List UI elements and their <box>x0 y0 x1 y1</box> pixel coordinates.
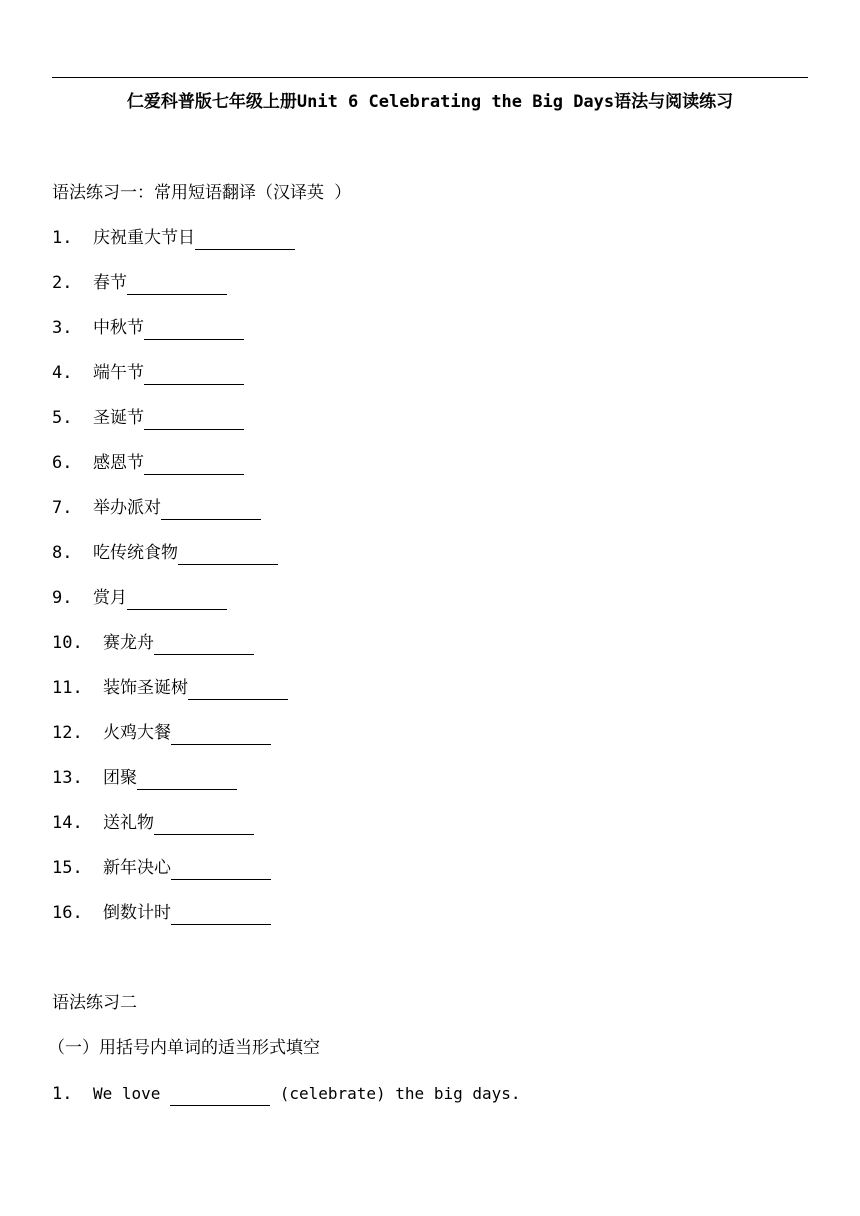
section1-heading: 语法练习一：常用短语翻译（汉译英 ） <box>52 183 352 203</box>
answer-blank[interactable] <box>144 411 244 430</box>
answer-blank[interactable] <box>171 726 271 745</box>
item-number: 13. <box>52 768 83 788</box>
answer-blank[interactable] <box>154 636 254 655</box>
item-number: 5. <box>52 408 73 428</box>
sentence-after: (celebrate) the big days. <box>270 1084 521 1103</box>
answer-blank[interactable] <box>144 456 244 475</box>
answer-blank[interactable] <box>127 591 227 610</box>
answer-blank[interactable] <box>161 501 261 520</box>
answer-blank[interactable] <box>144 321 244 340</box>
item-text: 圣诞节 <box>93 408 144 428</box>
item-text: 感恩节 <box>93 453 144 473</box>
item-text: 庆祝重大节日 <box>93 228 195 248</box>
list-item <box>52 316 244 340</box>
list-item <box>52 766 237 790</box>
item-text: 团聚 <box>103 768 137 788</box>
item-number: 14. <box>52 813 83 833</box>
item-number: 8. <box>52 543 73 563</box>
list-item <box>52 451 244 475</box>
item-number: 11. <box>52 678 83 698</box>
list-item <box>52 496 261 520</box>
answer-blank[interactable] <box>154 816 254 835</box>
list-item <box>52 721 271 745</box>
item-number: 10. <box>52 633 83 653</box>
header-rule <box>52 77 808 78</box>
item-text: 吃传统食物 <box>93 543 178 563</box>
document-title: 仁爱科普版七年级上册Unit 6 Celebrating the Big Days语法与阅读练习 <box>126 92 734 112</box>
item-number: 3. <box>52 318 73 338</box>
answer-blank[interactable] <box>188 681 288 700</box>
list-item <box>52 676 288 700</box>
list-item <box>52 901 271 925</box>
item-number: 4. <box>52 363 73 383</box>
item-text: 新年决心 <box>103 858 171 878</box>
answer-blank[interactable] <box>171 861 271 880</box>
item-text: 倒数计时 <box>103 903 171 923</box>
answer-blank[interactable] <box>178 546 278 565</box>
item-number: 12. <box>52 723 83 743</box>
answer-blank[interactable] <box>170 1087 270 1106</box>
item-number: 15. <box>52 858 83 878</box>
item-number: 6. <box>52 453 73 473</box>
answer-blank[interactable] <box>195 231 295 250</box>
item-text: 春节 <box>93 273 127 293</box>
section2-subheading: （一）用括号内单词的适当形式填空 <box>48 1038 320 1058</box>
list-item <box>52 406 244 430</box>
list-item <box>52 631 254 655</box>
item-text: 火鸡大餐 <box>103 723 171 743</box>
answer-blank[interactable] <box>127 276 227 295</box>
list-item <box>52 856 271 880</box>
list-item <box>52 271 227 295</box>
exercise-sentence <box>52 1082 521 1106</box>
item-number: 9. <box>52 588 73 608</box>
sentence-before: We love <box>93 1084 171 1103</box>
item-text: 赏月 <box>93 588 127 608</box>
item-text: 端午节 <box>93 363 144 383</box>
item-text: 送礼物 <box>103 813 154 833</box>
list-item <box>52 361 244 385</box>
item-number: 1. <box>52 228 73 248</box>
section2-heading: 语法练习二 <box>52 993 137 1013</box>
item-number: 7. <box>52 498 73 518</box>
item-text: 装饰圣诞树 <box>103 678 188 698</box>
answer-blank[interactable] <box>171 906 271 925</box>
item-number: 2. <box>52 273 73 293</box>
item-number: 1. <box>52 1084 73 1104</box>
item-text: 中秋节 <box>93 318 144 338</box>
list-item <box>52 541 278 565</box>
list-item <box>52 226 295 250</box>
answer-blank[interactable] <box>137 771 237 790</box>
list-item <box>52 811 254 835</box>
item-text: 举办派对 <box>93 498 161 518</box>
list-item <box>52 586 227 610</box>
item-text: 赛龙舟 <box>103 633 154 653</box>
item-number: 16. <box>52 903 83 923</box>
answer-blank[interactable] <box>144 366 244 385</box>
